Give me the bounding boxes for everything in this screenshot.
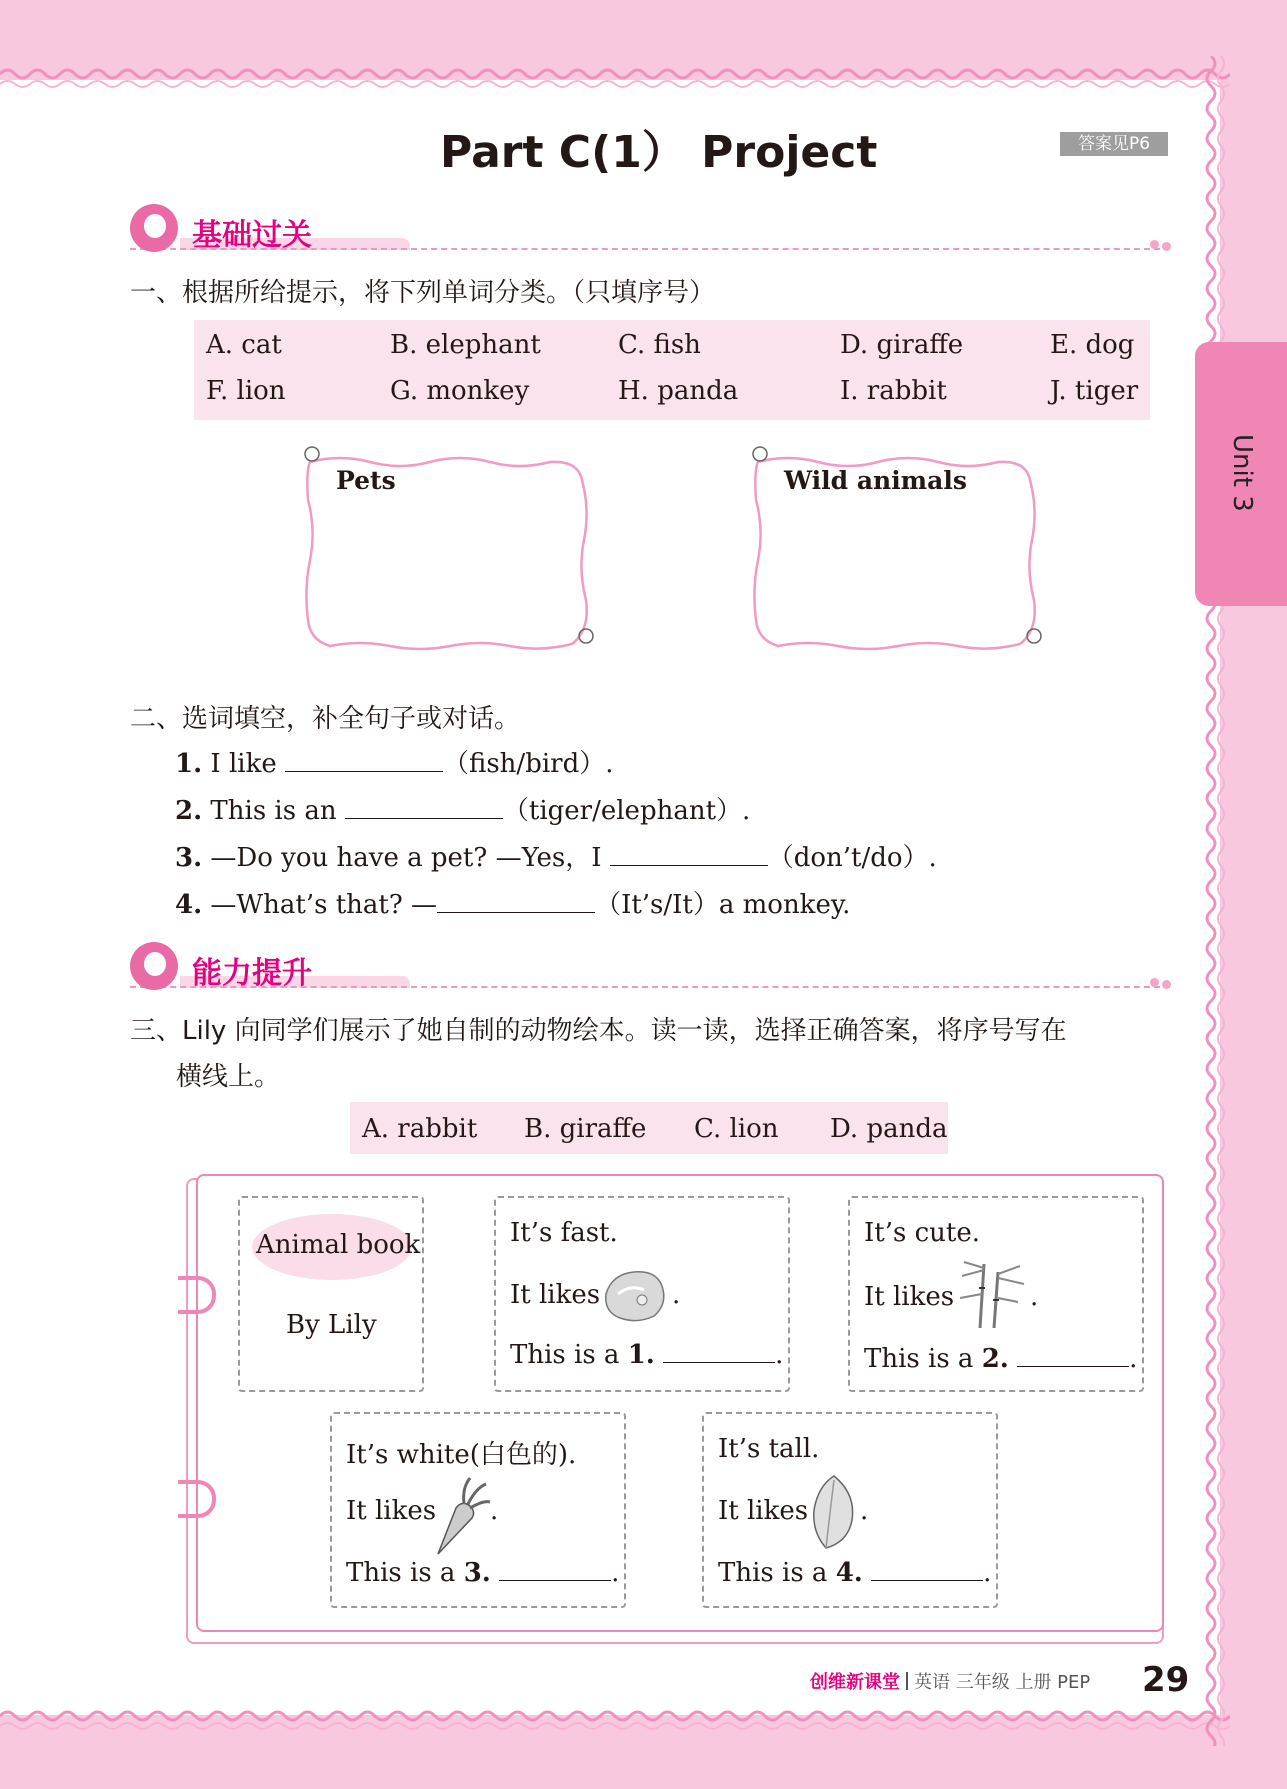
book-author: By Lily <box>286 1310 377 1340</box>
footer <box>810 1668 1090 1694</box>
q2-item-1: 1. I like （fish/bird）. <box>175 749 614 779</box>
q2-instruction: 二、选词填空，补全句子或对话。 <box>130 704 521 734</box>
option-bank <box>350 1102 948 1154</box>
bamboo-icon <box>954 1258 1030 1330</box>
answer-blank[interactable] <box>345 796 503 819</box>
wavy-border-bottom <box>0 1700 1230 1740</box>
book-cover-card <box>238 1196 424 1392</box>
leaf-icon <box>808 1472 860 1552</box>
word-item: F. lion <box>206 376 286 406</box>
q1-instruction: 一、根据所给提示，将下列单词分类。（只填序号） <box>130 278 716 308</box>
wavy-border-top <box>0 56 1230 96</box>
page-title: Part C(1） Project <box>440 127 878 178</box>
animal-card-1: It’s fast. It likes . This is a 1. . <box>494 1196 790 1392</box>
word-bank <box>194 320 1150 420</box>
word-item: I. rabbit <box>840 376 947 406</box>
dots-decoration-icon <box>1150 978 1172 992</box>
answer-blank[interactable] <box>499 1560 611 1581</box>
answer-blank[interactable] <box>437 890 595 913</box>
q2-item-3: 3. —Do you have a pet? —Yes，I （don’t/do）. <box>175 843 937 873</box>
answer-blank[interactable] <box>663 1342 775 1363</box>
meat-icon <box>598 1264 670 1326</box>
animal-card-2: It’s cute. It likes . This is a 2. . <box>848 1196 1144 1392</box>
word-item: G. monkey <box>390 376 530 406</box>
answer-blank[interactable] <box>285 749 443 772</box>
word-item: J. tiger <box>1050 376 1139 406</box>
answer-blank[interactable] <box>871 1560 983 1581</box>
unit-tab <box>1195 342 1287 606</box>
word-item: E. dog <box>1050 330 1135 360</box>
answer-line-3: This is a 3. . <box>346 1558 620 1588</box>
monkey-face-icon <box>130 942 178 990</box>
word-item: D. giraffe <box>840 330 964 360</box>
word-item: H. panda <box>618 376 739 406</box>
animal-card-4: It’s tall. It likes . This is a 4. . <box>702 1412 998 1608</box>
carrot-icon <box>426 1474 492 1558</box>
footer-info: 英语 三年级 上册 PEP <box>914 1672 1091 1693</box>
section-title: 能力提升 <box>192 956 312 991</box>
animal-card-3: It’s white(白色的). It likes . This is a 3. . <box>330 1412 626 1608</box>
word-item: C. fish <box>618 330 701 360</box>
binder-ring-icon <box>178 1276 216 1314</box>
category-box-pets[interactable] <box>300 440 600 665</box>
footer-brand: 创维新课堂 <box>810 1672 900 1693</box>
dots-decoration-icon <box>1150 240 1172 254</box>
q2-item-4: 4. —What’s that? — （It’s/It）a monkey. <box>175 890 851 920</box>
option-item: A. rabbit <box>362 1114 478 1144</box>
answer-reference-tag: 答案见P6 <box>1060 132 1168 156</box>
section-title: 基础过关 <box>192 218 312 253</box>
q3-instruction: 三、Lily 向同学们展示了她自制的动物绘本。读一读，选择正确答案，将序号写在 <box>130 1016 1067 1046</box>
category-box-wild-animals[interactable] <box>748 440 1048 665</box>
wavy-border-right <box>1195 56 1235 1746</box>
option-item: C. lion <box>694 1114 779 1144</box>
page-number: 29 <box>1142 1660 1190 1700</box>
book-title: Animal book <box>256 1230 421 1260</box>
answer-line-1: This is a 1. . <box>510 1340 784 1370</box>
answer-blank[interactable] <box>610 843 768 866</box>
unit-tab-label: Unit 3 <box>1227 434 1257 512</box>
category-label: Wild animals <box>784 466 967 495</box>
word-item: B. elephant <box>390 330 541 360</box>
answer-blank[interactable] <box>1017 1346 1129 1367</box>
q3-instruction-cont: 横线上。 <box>176 1062 281 1092</box>
option-item: D. panda <box>830 1114 948 1144</box>
word-item: A. cat <box>206 330 282 360</box>
binder-ring-icon <box>178 1480 216 1518</box>
option-item: B. giraffe <box>524 1114 647 1144</box>
category-label: Pets <box>336 466 396 495</box>
monkey-face-icon <box>130 204 178 252</box>
q2-item-2: 2. This is an （tiger/elephant）. <box>175 796 751 826</box>
answer-line-4: This is a 4. . <box>718 1558 992 1588</box>
answer-line-2: This is a 2. . <box>864 1344 1138 1374</box>
